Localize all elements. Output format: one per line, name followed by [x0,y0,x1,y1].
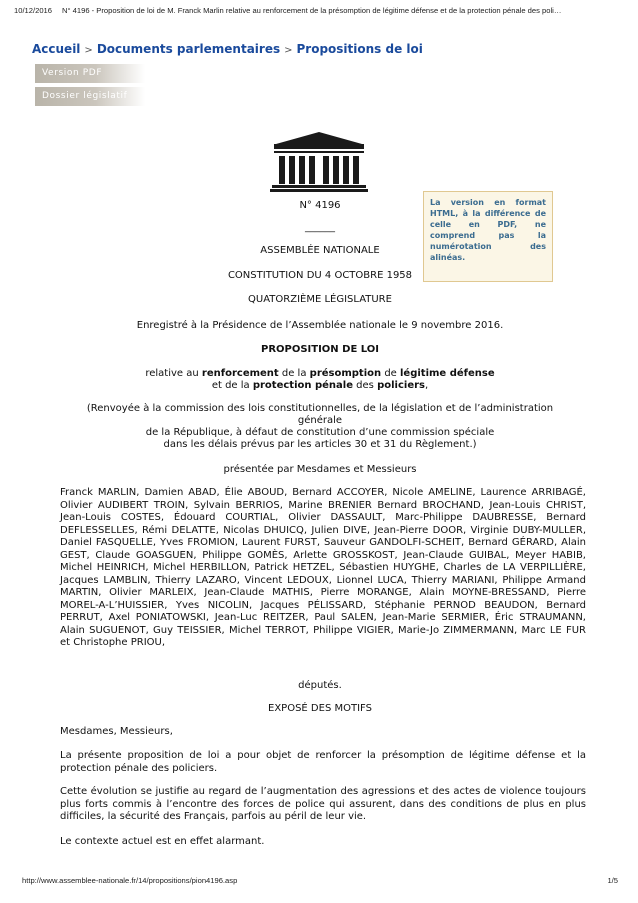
document-kind-line [40,344,600,356]
title-rule: ______ [305,222,335,233]
presented-by: présentée par Mesdames et Messieurs [223,464,417,475]
subject-bold: policiers [377,380,425,391]
version-pdf-button[interactable]: Version PDF [35,64,145,83]
print-title: N° 4196 - Proposition de loi de M. Franck Marlin relative au renforcement de la présomption de légitime défense et de la protection pénale des poli… [62,6,562,15]
subject-bold: protection pénale [252,380,353,391]
breadcrumb-documents-parlementaires[interactable]: Documents parlementaires [96,42,281,56]
page-number: 1/5 [607,876,618,885]
subject-line-1 [40,368,600,380]
subject-bold: renforcement [201,368,279,379]
subject-text: de la [278,368,310,379]
dossier-legislatif-button[interactable]: Dossier législatif [35,87,145,106]
referral-line: dans les délais prévus par les articles 30 et 31 du Règlement.) [163,439,477,450]
subject-text: de [381,368,400,379]
expose-title: EXPOSÉ DES MOTIFS [268,703,372,714]
assembly-name: ASSEMBLÉE NATIONALE [260,245,380,256]
paragraph-3: Le contexte actuel est en effet alarmant. [60,836,265,847]
print-footer [22,876,618,885]
breadcrumb-separator: > [84,45,93,56]
page-url: http://www.assemblee-nationale.fr/14/propositions/pion4196.asp [22,876,238,885]
breadcrumb [32,42,423,56]
breadcrumb-accueil[interactable]: Accueil [32,42,81,56]
subject-bold: légitime défense [400,368,495,379]
referral-line: (Renvoyée à la commission des lois constitutionnelles, de la législation et de l’administration [86,403,554,414]
subject-line-2 [40,380,600,392]
document-number: N° 4196 [299,200,341,211]
paragraph-1: La présente proposition de loi a pour objet de renforcer la présomption de légitime défense et la protection pénale des policiers. [60,750,586,774]
referral-line: de la République, à défaut de constitution d’une commission spéciale [145,427,495,438]
breadcrumb-propositions-de-loi[interactable]: Propositions de loi [296,42,423,56]
assemblee-nationale-logo [270,130,368,192]
subject-text: et de la [211,380,253,391]
paragraph-2: Cette évolution se justifie au regard de l’augmentation des agressions et des actes de violence toujours plus forts commis à l’encontre des forces de police qui assurent, dans des conditions de plus en plus difficiles, la sécurité des Français, parfois au péril de leur vie. [60,786,586,822]
registration-line: Enregistré à la Présidence de l’Assemblée nationale le 9 novembre 2016. [136,320,504,331]
legislature-line: QUATORZIÈME LÉGISLATURE [248,294,392,305]
breadcrumb-separator: > [284,45,293,56]
salutation: Mesdames, Messieurs, [60,726,173,737]
subject-text: , [424,380,429,391]
print-header [14,6,628,18]
deputes-line: députés. [298,680,342,691]
subject-text: relative au [145,368,202,379]
subject-text: des [353,380,378,391]
authors-list: Franck MARLIN, Damien ABAD, Élie ABOUD, Bernard ACCOYER, Nicole AMELINE, Laurence ARRIBAGÉ, Olivier AUDIBERT TROIN, Sylvain BERRIOS, Marine BRENIER Bernard BROCHAND, Jean-Louis CHRIST, Jean-Louis COSTES, Édouard COURTIAL, Olivier DASSAULT, Marc-Philippe DAUBRESSE, Bernard DEFLESSELLES, Rémi DELATTE, Nicolas DHUICQ, Julien DIVE, Jean-Pierre DOOR, Virginie DUBY-MULLER, Daniel FASQUELLE, Yves FROMION, Laurent FURST, Sauveur GANDOLFI-SCHEIT, Bernard GÉRARD, Alain GEST, Claude GOASGUEN, Philippe GOMÈS, Arlette GROSSKOST, Jean-Claude GUIBAL, Meyer HABIB, Michel HEINRICH, Michel HERBILLON, Patrick HETZEL, Sébastien HUYGHE, Charles de LA VERPILLIÈRE, Jacques LAMBLIN, Thierry LAZARO, Vincent LEDOUX, Lionnel LUCA, Thierry MARIANI, Philippe Armand MARTIN, Olivier MARLEIX, Jean-Claude MATHIS, Pierre MORANGE, Alain MOYNE-BRESSAND, Pierre MOREL-A-L’HUISSIER, Yves NICOLIN, Jacques PÉLISSARD, Stéphanie PERNOD BEAUDON, Bernard PERRUT, Axel PONIATOWSKI, Jean-Luc REITZER, Paul SALEN, Jean-Marie SERMIER, Éric STRAUMANN, Alain SUGUENOT, Guy TEISSIER, Michel TERROT, Philippe VIGIER, Marie-Jo ZIMMERMANN, Marc LE FUR et Christophe PRIOU, [60,487,586,648]
html-version-note: La version en format HTML, à la différence de celle en PDF, ne comprend pas la numérotation des alinéas. [423,191,553,282]
referral-line: générale [297,415,343,426]
subject-bold: présomption [309,368,382,379]
document-kind: PROPOSITION DE LOI [260,344,380,355]
constitution-line: CONSTITUTION DU 4 OCTOBRE 1958 [227,270,413,281]
print-date: 10/12/2016 [14,6,53,15]
